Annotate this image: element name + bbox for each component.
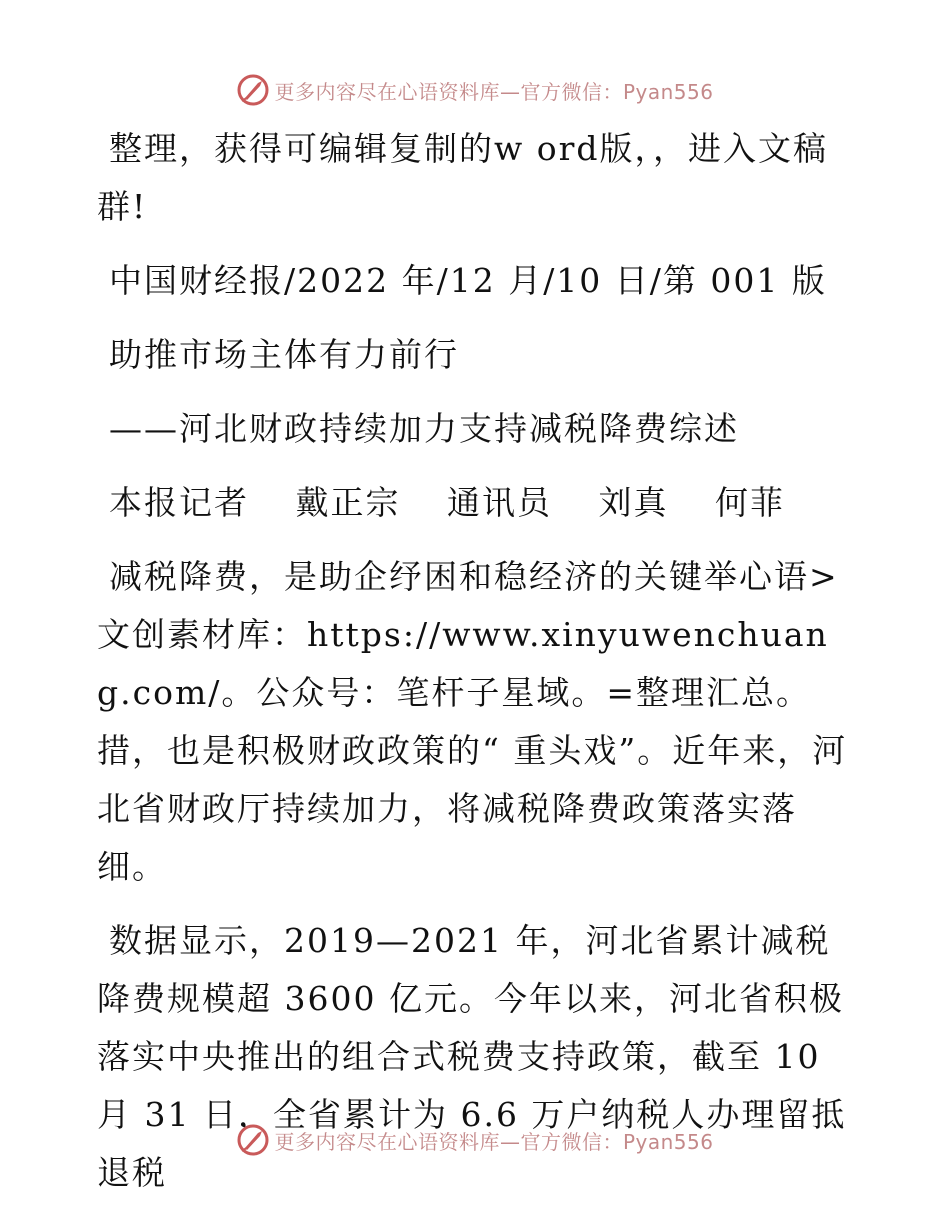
body-paragraph-1: 减税降费，是助企纾困和稳经济的关键举心语>文创素材库：https://www.xinyuwenchuang.com/。公众号：笔杆子星域。=整理汇总。措，也是积极财政政策的“ 重头戏”。近年来，河北省财政厅持续加力，将减税降费政策落实落细。: [97, 557, 848, 886]
byline-role-correspondent: 通讯员: [447, 483, 552, 522]
source-line: 中国财经报/2022 年/12 月/10 日/第 001 版: [109, 261, 827, 300]
quill-seal-logo-icon: [236, 73, 270, 107]
byline-name-correspondent-2: 何菲: [715, 483, 785, 522]
footer-watermark: [0, 1118, 950, 1162]
byline: [97, 474, 857, 532]
quill-seal-logo-icon: [236, 1123, 270, 1157]
article-headline: 助推市场主体有力前行: [109, 335, 459, 374]
document-body: [97, 120, 857, 1202]
body-paragraph-2: 数据显示，2019—2021 年，河北省累计减税降费规模超 3600 亿元。今年以来，河北省积极落实中央推出的组合式税费支持政策，截至 10 月 31 日，全省累计为 6.6 万户纳税人办理留抵退税: [97, 921, 847, 1192]
byline-name-reporter: 戴正宗: [295, 483, 401, 522]
intro-text: 整理，获得可编辑复制的w ord版，，进入文稿群!: [97, 129, 829, 226]
header-watermark: [0, 68, 950, 112]
article-subheadline: ——河北财政持续加力支持减税降费综述: [109, 409, 739, 448]
watermark-text: 更多内容尽在心语资料库—官方微信：Pyan556: [274, 79, 714, 104]
watermark-text: 更多内容尽在心语资料库—官方微信：Pyan556: [274, 1129, 714, 1154]
byline-role-reporter: 本报记者: [109, 483, 249, 522]
byline-name-correspondent-1: 刘真: [598, 483, 669, 522]
